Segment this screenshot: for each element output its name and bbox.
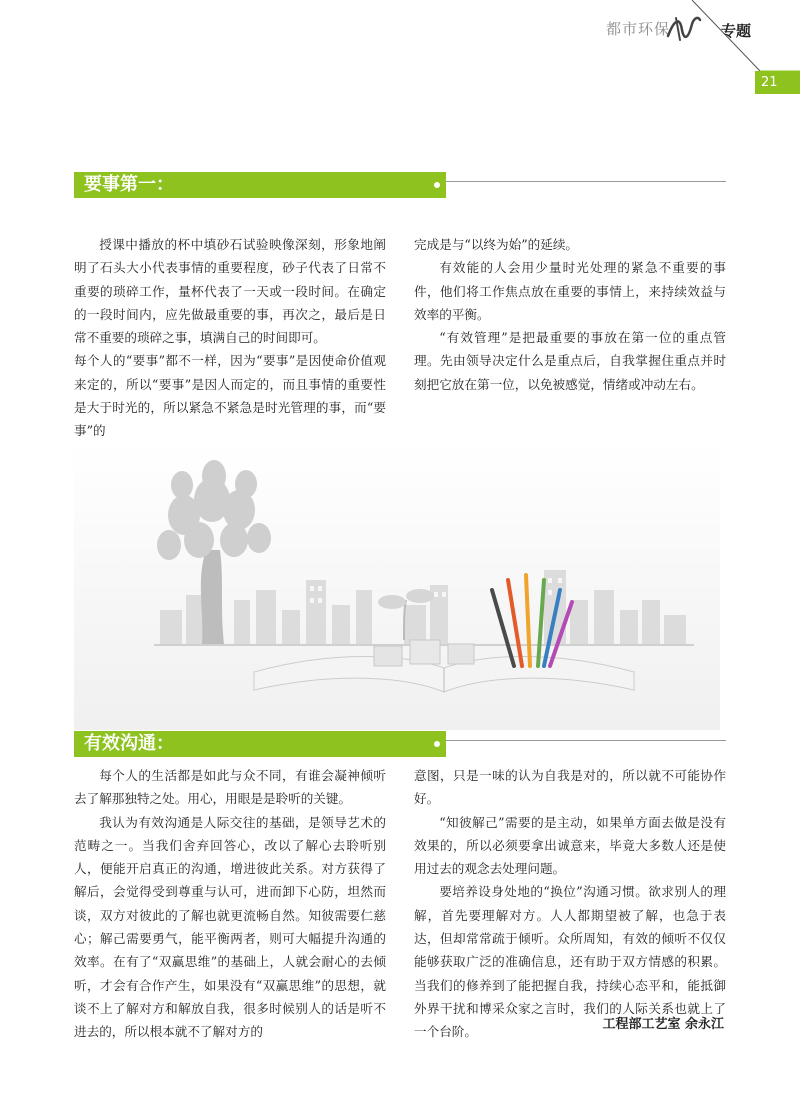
section2-left-column <box>74 764 386 1044</box>
heading-dot-icon <box>434 741 440 747</box>
page-header <box>0 0 800 95</box>
paragraph: 完成是与“以终为始”的延续。 <box>414 237 579 252</box>
author-signature: 工程部工艺室 余永江 <box>602 1017 724 1032</box>
section-heading-text: 有效沟通： <box>84 733 174 754</box>
section1-left-column <box>74 233 386 443</box>
page-number-badge: 21 <box>755 71 800 94</box>
section2-right-column <box>414 764 726 1044</box>
heading-rule <box>446 181 726 182</box>
calligraphy-logo-icon <box>664 10 704 46</box>
heading-dot-icon <box>434 182 440 188</box>
paragraph: “知彼解己”需要的是主动，如果单方面去做是没有效果的，所以必须要拿出诚意来，毕竟大多数人还是使用过去的观念去处理问题。 <box>414 814 726 877</box>
heading-rule <box>446 740 726 741</box>
section1-right-column <box>414 233 726 396</box>
paragraph: “有效管理”是把最重要的事放在第一位的重点管理。先由领导决定什么是重点后，自我掌握住重点并时刻把它放在第一位，以免被感觉，情绪或冲动左右。 <box>414 330 726 392</box>
paragraph: 意图，只是一味的认为自我是对的，所以就不可能协作好。 <box>414 768 726 807</box>
section-title: 专题 <box>721 22 752 40</box>
paragraph: 我认为有效沟通是人际交往的基础，是领导艺术的范畴之一。当我们舍弃回答心，改以了解心去聆听别人，便能开启真正的沟通，增进彼此关系。对方获得了解后，会觉得受到尊重与认可，进而卸下心防，坦然而谈，双方对彼此的了解也就更流畅自然。知彼需要仁慈心；解己需要勇气，能平衡两者，则可大幅提升沟通的效率。在有了“双赢思维”的基础上，人就会耐心的去倾听，才会有合作产生，如果没有“双赢思维”的思想，就谈不上了解对方和解放自我，很多时候别人的话是听不进去的，所以根本就不了解对方的 <box>74 814 386 1040</box>
paragraph: 要培养设身处地的“换位”沟通习惯。欲求别人的理解，首先要理解对方。人人都期望被了解，也急于表达，但却常常疏于倾听。众所周知，有效的倾听不仅仅能够获取广泛的准确信息，还有助于双方情感的积累。当我们的修养到了能把握自我，持续心态平和，能抵御外界干扰和博采众家之言时，我们的人际关系也就上了一个台阶。 <box>414 884 726 1040</box>
city-book-illustration <box>74 440 720 730</box>
section-heading-bar <box>74 731 446 757</box>
paragraph: 每个人的“要事”都不一样，因为“要事”是因使命价值观来定的，所以“要事”是因人而定的，而且事情的重要性是大于时光的，所以紧急不紧急是时光管理的事，而“要事”的 <box>74 353 386 439</box>
section-heading-bar <box>74 172 446 198</box>
magazine-name: 都市环保 <box>606 20 671 38</box>
paragraph: 有效能的人会用少量时光处理的紧急不重要的事件，他们将工作焦点放在重要的事情上，来持续效益与效率的平衡。 <box>414 260 726 322</box>
section-heading-text: 要事第一： <box>84 174 174 195</box>
paragraph: 授课中播放的杯中填砂石试验映像深刻，形象地阐明了石头大小代表事情的重要程度，砂子代表了日常不重要的琐碎工作，量杯代表了一天或一段时间。在确定的一段时间内，应先做最重要的事，再次之，最后是日常不重要的琐碎之事，填满自己的时间即可。 <box>74 237 386 346</box>
paragraph: 每个人的生活都是如此与众不同，有谁会凝神倾听去了解那独特之处。用心，用眼是是聆听的关键。 <box>74 768 386 807</box>
